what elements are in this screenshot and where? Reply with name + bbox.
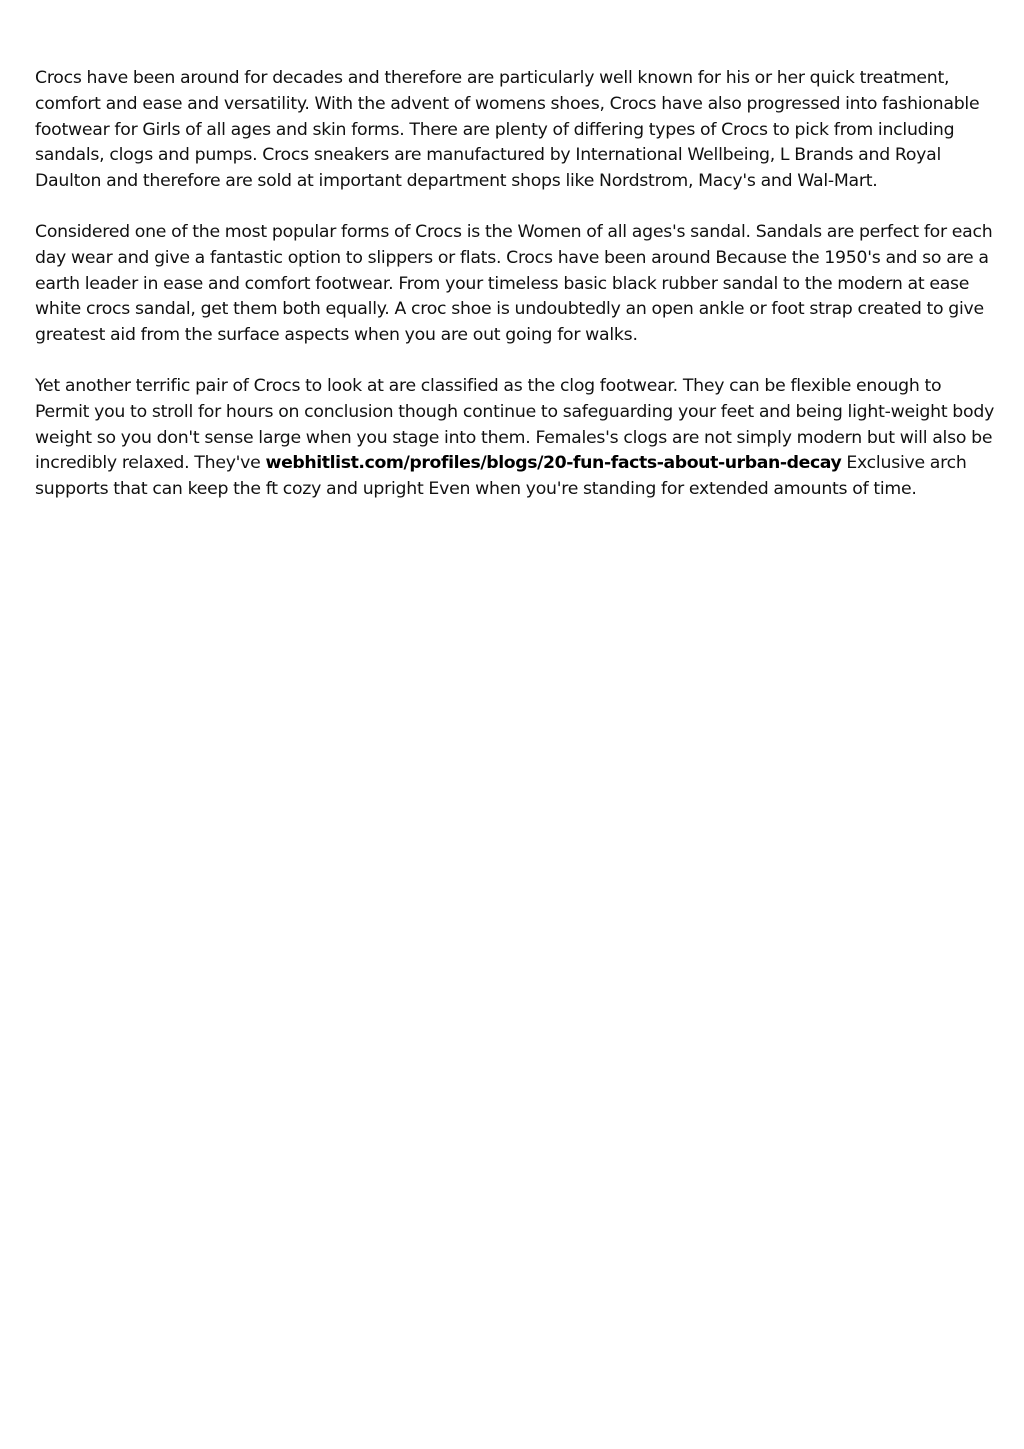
paragraph-3 [35, 374, 995, 503]
paragraph-3-text-after: Exclusive arch supports that can keep the ft cozy and upright Even when you're standing for extended amounts of time. [35, 453, 967, 500]
urban-decay-link[interactable]: webhitlist.com/profiles/blogs/20-fun-facts-about-urban-decay [265, 453, 842, 474]
paragraph-3-text-before: Yet another terrific pair of Crocs to look at are classified as the clog footwear. They can be flexible enough to Permit you to stroll for hours on conclusion though continue to safeguarding your feet and being light-weight body weight so you don't sense large when you stage into them. Females's clogs are not simply modern but will also be incredibly relaxed. They've [35, 375, 995, 474]
paragraph-2: Considered one of the most popular forms of Crocs is the Women of all ages's sandal. Sandals are perfect for each day wear and give a fantastic option to slippers or flats. Crocs have been around Because the 1950's and so are a earth leader in ease and comfort footwear. From your timeless basic black rubber sandal to the modern at ease white crocs sandal, get them both equally. A croc shoe is undoubtedly an open ankle or foot strap created to give greatest aid from the surface aspects when you are out going for walks. [35, 221, 993, 346]
paragraph-1: Crocs have been around for decades and therefore are particularly well known for his or her quick treatment, comfort and ease and versatility. With the advent of womens shoes, Crocs have also progressed into fashionable footwear for Girls of all ages and skin forms. There are plenty of differing types of Crocs to pick from including sandals, clogs and pumps. Crocs sneakers are manufactured by International Wellbeing, L Brands and Royal Daulton and therefore are sold at important department shops like Nordstrom, Macy's and Wal-Mart. [35, 68, 980, 192]
document-body [35, 66, 995, 528]
